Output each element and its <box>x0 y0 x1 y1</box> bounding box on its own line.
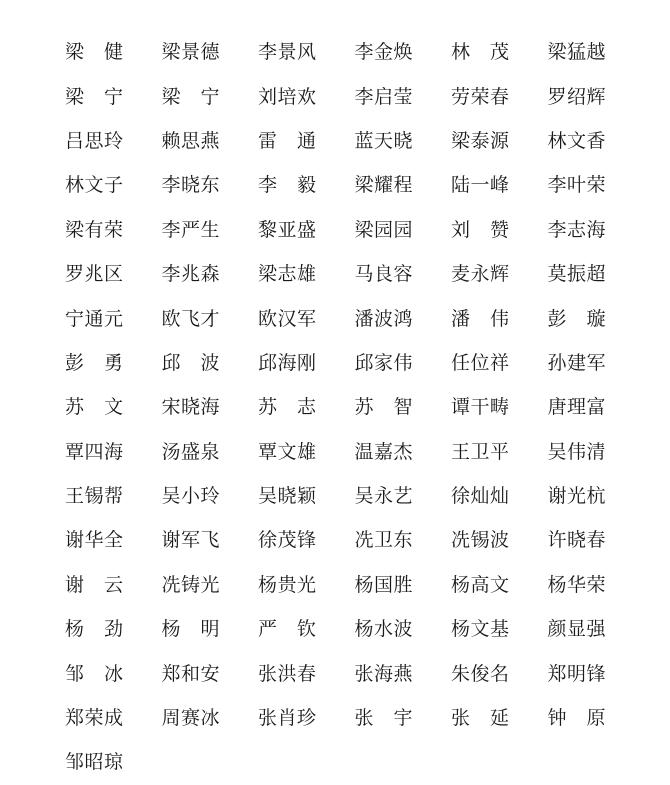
name-entry: 冼锡波 <box>451 529 510 552</box>
name-entry: 朱俊名 <box>451 662 510 685</box>
name-entry: 张 宇 <box>354 707 414 730</box>
name-entry: 杨文基 <box>451 618 510 641</box>
name-entry: 潘波鸿 <box>354 307 414 330</box>
name-entry: 马良容 <box>354 263 414 286</box>
name-entry: 梁 健 <box>65 41 124 64</box>
name-entry: 杨水波 <box>354 618 414 641</box>
name-entry: 谢华全 <box>65 529 124 552</box>
name-entry: 欧汉军 <box>258 307 317 330</box>
name-entry: 严 钦 <box>258 618 317 641</box>
name-entry: 颜显强 <box>547 618 607 641</box>
name-entry: 罗兆区 <box>65 263 124 286</box>
name-entry: 张肖珍 <box>258 707 317 730</box>
name-entry: 任位祥 <box>451 351 510 374</box>
name-list-grid <box>65 30 625 785</box>
name-entry: 邹 冰 <box>65 662 124 685</box>
name-entry: 谭干畴 <box>451 396 510 419</box>
name-entry: 李叶荣 <box>547 174 607 197</box>
name-entry: 杨国胜 <box>354 573 414 596</box>
name-entry: 吕思玲 <box>65 129 124 152</box>
name-entry: 李景风 <box>258 41 317 64</box>
name-entry: 梁 宁 <box>161 85 221 108</box>
name-entry: 彭 璇 <box>547 307 607 330</box>
name-entry: 欧飞才 <box>161 307 221 330</box>
name-entry: 王卫平 <box>451 440 510 463</box>
name-entry: 李金焕 <box>354 41 414 64</box>
name-entry: 林文香 <box>547 129 607 152</box>
name-entry: 王锡帮 <box>65 485 124 508</box>
name-entry: 梁 宁 <box>65 85 124 108</box>
name-entry: 李志海 <box>547 218 607 241</box>
name-entry: 杨贵光 <box>258 573 317 596</box>
name-entry: 劳荣春 <box>451 85 510 108</box>
name-entry: 李晓东 <box>161 174 221 197</box>
name-entry: 陆一峰 <box>451 174 510 197</box>
name-entry: 蓝天晓 <box>354 129 414 152</box>
name-entry: 宋晓海 <box>161 396 221 419</box>
name-entry: 苏 文 <box>65 396 124 419</box>
name-entry: 吴永艺 <box>354 485 414 508</box>
name-entry: 黎亚盛 <box>258 218 317 241</box>
name-entry: 汤盛泉 <box>161 440 221 463</box>
name-entry: 苏 智 <box>354 396 414 419</box>
name-entry: 杨 劲 <box>65 618 124 641</box>
name-entry: 苏 志 <box>258 396 317 419</box>
name-entry: 邱家伟 <box>354 351 414 374</box>
name-entry: 梁泰源 <box>451 129 510 152</box>
name-entry: 冼铸光 <box>161 573 221 596</box>
name-entry: 雷 通 <box>258 129 317 152</box>
name-entry: 张洪春 <box>258 662 317 685</box>
name-entry: 许晓春 <box>547 529 607 552</box>
name-entry: 孙建军 <box>547 351 607 374</box>
name-entry: 杨高文 <box>451 573 510 596</box>
name-entry: 杨 明 <box>161 618 221 641</box>
name-entry: 温嘉杰 <box>354 440 414 463</box>
name-entry: 覃四海 <box>65 440 124 463</box>
name-entry: 郑和安 <box>161 662 221 685</box>
name-entry: 彭 勇 <box>65 351 124 374</box>
name-entry: 刘 赞 <box>451 218 510 241</box>
name-entry: 冼卫东 <box>354 529 414 552</box>
name-entry: 吴小玲 <box>161 485 221 508</box>
name-entry: 梁志雄 <box>258 263 317 286</box>
name-entry: 赖思燕 <box>161 129 221 152</box>
name-entry: 梁有荣 <box>65 218 124 241</box>
name-entry: 林文子 <box>65 174 124 197</box>
name-entry: 李 毅 <box>258 174 317 197</box>
name-entry: 吴晓颖 <box>258 485 317 508</box>
name-entry: 邱 波 <box>161 351 221 374</box>
name-entry: 林 茂 <box>451 41 510 64</box>
name-entry: 麦永辉 <box>451 263 510 286</box>
name-entry: 周赛冰 <box>161 707 221 730</box>
name-entry: 郑明锋 <box>547 662 607 685</box>
name-entry: 李启莹 <box>354 85 414 108</box>
name-entry: 覃文雄 <box>258 440 317 463</box>
name-entry: 徐茂锋 <box>258 529 317 552</box>
name-entry: 梁景德 <box>161 41 221 64</box>
name-entry: 谢光杭 <box>547 485 607 508</box>
name-entry: 邹昭琼 <box>65 751 124 774</box>
name-entry: 谢军飞 <box>161 529 221 552</box>
name-entry: 谢 云 <box>65 573 124 596</box>
name-entry: 杨华荣 <box>547 573 607 596</box>
name-entry: 梁耀程 <box>354 174 414 197</box>
name-entry: 宁通元 <box>65 307 124 330</box>
name-entry: 徐灿灿 <box>451 485 510 508</box>
name-entry: 梁园园 <box>354 218 414 241</box>
name-entry: 潘 伟 <box>451 307 510 330</box>
name-entry: 莫振超 <box>547 263 607 286</box>
name-entry: 李兆森 <box>161 263 221 286</box>
name-entry: 张 延 <box>451 707 510 730</box>
name-entry: 吴伟清 <box>547 440 607 463</box>
name-entry: 郑荣成 <box>65 707 124 730</box>
name-entry: 罗绍辉 <box>547 85 607 108</box>
name-entry: 邱海刚 <box>258 351 317 374</box>
name-entry: 梁猛越 <box>547 41 607 64</box>
name-entry: 钟 原 <box>547 707 607 730</box>
name-entry: 刘培欢 <box>258 85 317 108</box>
name-entry: 李严生 <box>161 218 221 241</box>
name-entry: 唐理富 <box>547 396 607 419</box>
name-entry: 张海燕 <box>354 662 414 685</box>
